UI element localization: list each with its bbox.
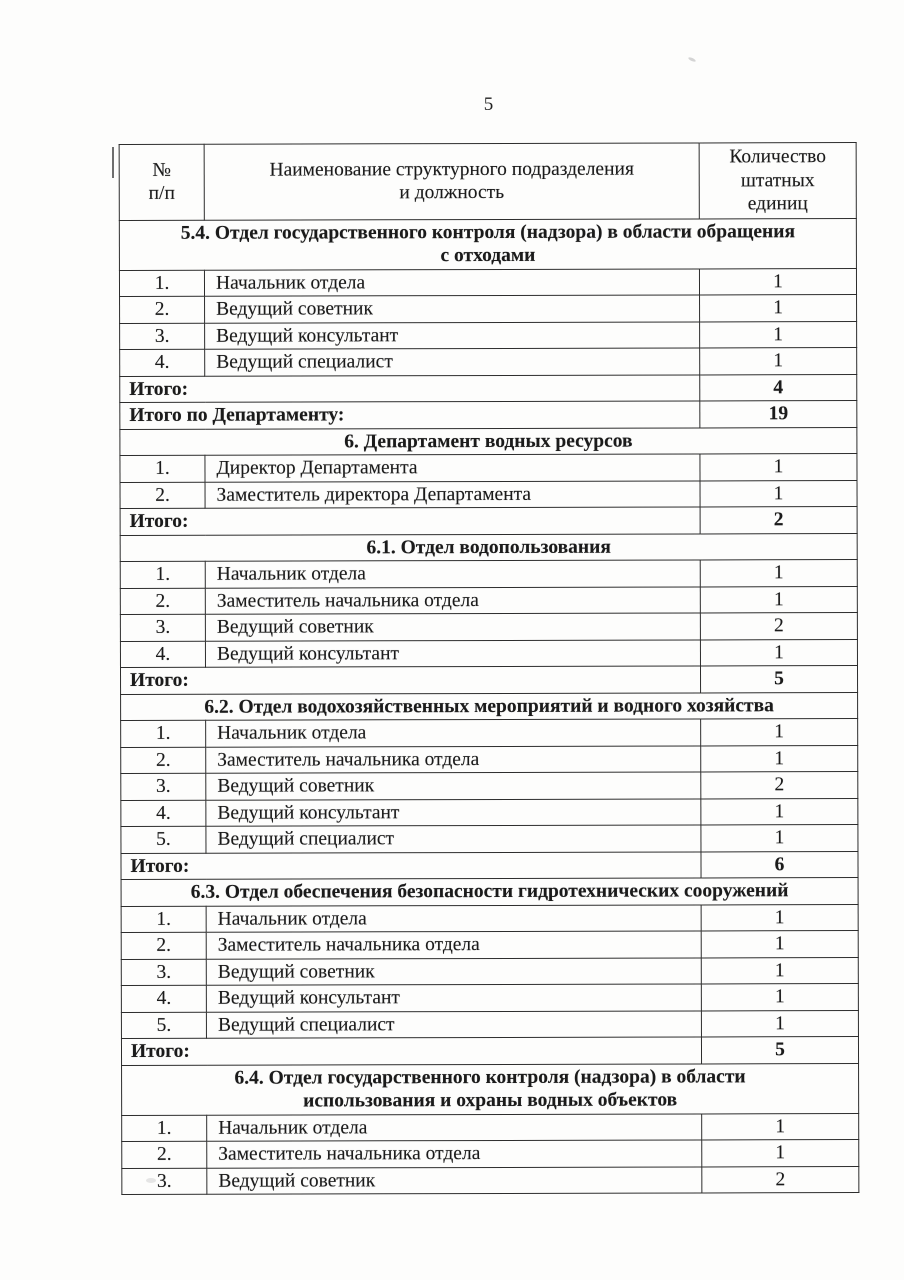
section-row (122, 1063, 859, 1115)
header-count-column (699, 143, 856, 219)
position-name: Заместитель начальника отдела (206, 931, 701, 959)
item-row (121, 719, 858, 747)
position-name: Начальник отдела (205, 560, 700, 588)
staff-count: 1 (701, 984, 858, 1011)
total-label: Итого: (121, 851, 701, 879)
row-number: 1. (120, 455, 205, 482)
staff-count: 1 (701, 825, 858, 852)
item-row (121, 984, 858, 1012)
row-number: 2. (120, 482, 205, 509)
row-number: 1. (121, 720, 206, 747)
header-name-line: Наименование структурного подразделения (269, 158, 634, 181)
item-row (119, 268, 856, 296)
staff-count: 1 (701, 719, 858, 746)
position-name: Ведущий консультант (206, 798, 701, 826)
section-title-line: 6.4. Отдел государственного контроля (надзора) в области (234, 1065, 746, 1089)
header-number-line: № (152, 159, 172, 181)
position-name: Ведущий специалист (206, 1010, 701, 1038)
item-row (121, 1010, 858, 1038)
item-row (120, 613, 857, 641)
position-name: Начальник отдела (207, 1113, 702, 1141)
position-name: Ведущий консультант (205, 639, 700, 667)
section-title (121, 878, 858, 906)
total-row (121, 851, 858, 879)
header-name-column (204, 143, 699, 220)
staffing-table (119, 142, 860, 1195)
position-name: Заместитель начальника отдела (207, 1140, 702, 1168)
section-title-line: использования и охраны водных объектов (303, 1089, 678, 1112)
staff-count: 2 (700, 613, 857, 640)
item-row (120, 586, 857, 614)
item-row (120, 560, 857, 588)
total-label: Итого: (120, 666, 700, 694)
section-title (122, 1063, 859, 1115)
total-count: 19 (700, 401, 857, 428)
row-number: 2. (121, 932, 206, 959)
item-row (122, 1113, 859, 1141)
total-label: Итого: (120, 507, 700, 535)
row-number: 4. (120, 349, 205, 376)
section-row (120, 533, 857, 561)
staff-count: 1 (701, 745, 858, 772)
header-number-line: п/п (148, 183, 175, 205)
section-title (120, 427, 857, 455)
staff-count: 1 (701, 931, 858, 958)
row-number: 1. (119, 270, 204, 297)
item-row (122, 1166, 859, 1194)
section-title-line: 6.3. Отдел обеспечения безопасности гидротехнических сооружений (190, 880, 789, 903)
staff-count: 1 (700, 454, 857, 481)
section-title (119, 218, 856, 270)
staff-count: 1 (701, 957, 858, 984)
section-title-line: с отходами (440, 244, 536, 267)
page-number: 5 (483, 94, 494, 115)
row-number: 2. (120, 296, 205, 323)
item-row (121, 931, 858, 959)
position-name: Ведущий советник (205, 295, 700, 323)
row-number: 4. (121, 800, 206, 827)
total-row (120, 666, 857, 694)
staff-count: 1 (702, 1140, 859, 1167)
position-name: Ведущий советник (206, 772, 701, 800)
staff-count: 1 (701, 904, 858, 931)
staff-count: 1 (701, 1010, 858, 1037)
header-count-line: единиц (747, 193, 808, 215)
item-row (121, 745, 858, 773)
item-row (121, 904, 858, 932)
staff-count: 1 (700, 321, 857, 348)
staff-count: 1 (700, 586, 857, 613)
total-count: 6 (701, 851, 858, 878)
section-title-line: 5.4. Отдел государственного контроля (надзора) в области обращения (180, 220, 796, 244)
item-row (121, 957, 858, 985)
header-count-line: Количество (729, 146, 827, 168)
position-name: Начальник отдела (206, 904, 701, 932)
row-number: 1. (121, 906, 206, 933)
section-title-line: 6.1. Отдел водопользования (366, 536, 611, 558)
item-row (120, 348, 857, 376)
item-row (120, 639, 857, 667)
position-name: Ведущий консультант (206, 984, 701, 1012)
row-number: 1. (120, 561, 205, 588)
position-name: Заместитель директора Департамента (205, 480, 700, 508)
row-number: 3. (122, 1168, 207, 1195)
staff-count: 1 (700, 639, 857, 666)
section-row (119, 218, 856, 270)
total-count: 5 (701, 1037, 858, 1064)
total-row (120, 507, 857, 535)
staff-count: 1 (702, 1113, 859, 1140)
row-number: 5. (121, 1012, 206, 1039)
staff-count: 2 (702, 1166, 859, 1193)
total-count: 5 (700, 666, 857, 693)
item-row (120, 454, 857, 482)
position-name: Начальник отдела (206, 719, 701, 747)
item-row (120, 321, 857, 349)
total-label: Итого по Департаменту: (120, 401, 700, 429)
item-row (120, 295, 857, 323)
item-row (122, 1140, 859, 1168)
header-name-line: и должность (399, 182, 505, 204)
item-row (121, 825, 858, 853)
position-name: Ведущий специалист (205, 348, 700, 376)
row-number: 3. (121, 959, 206, 986)
row-number: 4. (121, 985, 206, 1012)
position-name: Ведущий специалист (206, 825, 701, 853)
row-number: 2. (122, 1141, 207, 1168)
section-title-line: 6.2. Отдел водохозяйственных мероприятий и водного хозяйства (204, 694, 774, 718)
row-number: 3. (121, 773, 206, 800)
total-row (121, 1037, 858, 1065)
row-number: 2. (121, 747, 206, 774)
staff-count: 1 (699, 268, 856, 295)
row-number: 1. (122, 1115, 207, 1142)
section-title (120, 533, 857, 561)
position-name: Ведущий консультант (205, 321, 700, 349)
staff-count: 1 (700, 480, 857, 507)
staff-count: 2 (701, 772, 858, 799)
position-name: Ведущий советник (207, 1166, 702, 1194)
staff-count: 1 (701, 798, 858, 825)
position-name: Заместитель начальника отдела (205, 586, 700, 614)
position-name: Ведущий советник (205, 613, 700, 641)
staff-count: 1 (700, 560, 857, 587)
table-header-row (119, 143, 856, 220)
row-number: 3. (120, 323, 205, 350)
section-title-line: 6. Департамент водных ресурсов (344, 430, 633, 452)
section-row (121, 692, 858, 720)
total-count: 4 (700, 374, 857, 401)
total-count: 2 (700, 507, 857, 534)
row-number: 4. (120, 641, 205, 668)
item-row (121, 798, 858, 826)
scan-artifact-line (112, 147, 114, 178)
position-name: Ведущий советник (206, 957, 701, 985)
position-name: Начальник отдела (204, 268, 699, 296)
total-label: Итого: (121, 1037, 701, 1065)
scan-speck (688, 56, 697, 62)
header-number-column (119, 144, 204, 220)
item-row (121, 772, 858, 800)
row-number: 2. (120, 588, 205, 615)
position-name: Директор Департамента (205, 454, 700, 482)
staff-count: 1 (700, 295, 857, 322)
staff-count: 1 (700, 348, 857, 375)
section-row (120, 427, 857, 455)
header-count-line: штатных (740, 169, 815, 191)
row-number: 5. (121, 826, 206, 853)
total-label: Итого: (120, 374, 700, 402)
section-row (121, 878, 858, 906)
row-number: 3. (120, 614, 205, 641)
section-title (121, 692, 858, 720)
total-row (120, 401, 857, 429)
item-row (120, 480, 857, 508)
total-row (120, 374, 857, 402)
position-name: Заместитель начальника отдела (206, 745, 701, 773)
